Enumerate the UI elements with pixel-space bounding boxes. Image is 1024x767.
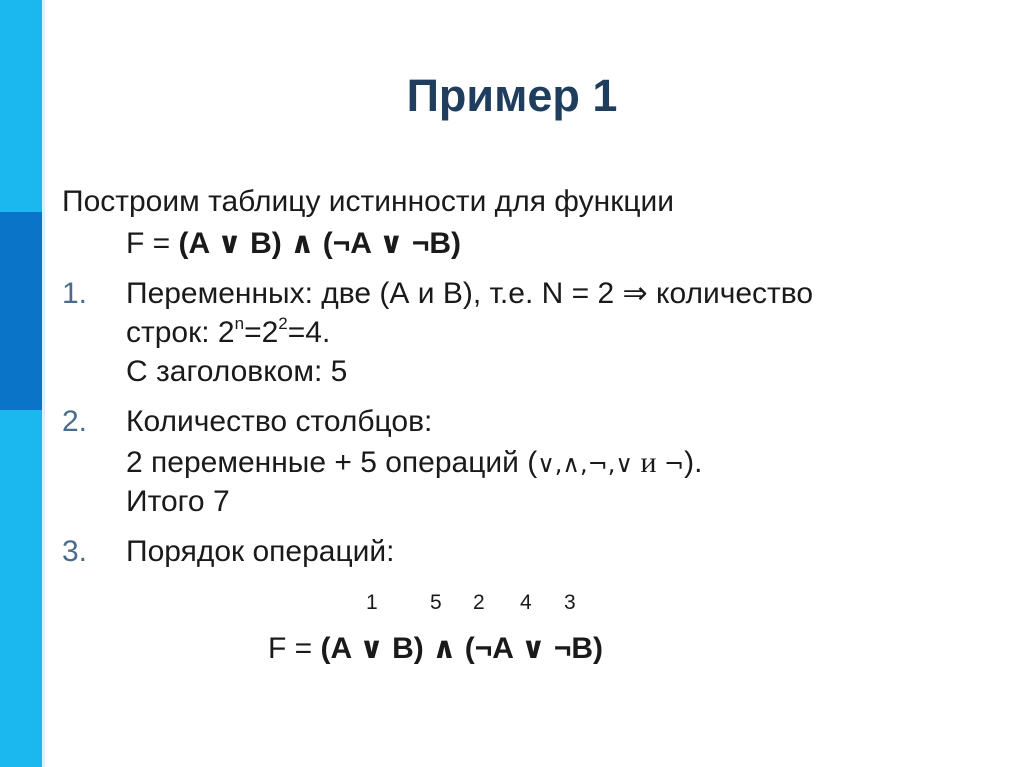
item-1-exponent-2: 2 <box>278 314 288 333</box>
item-2-close: ). <box>684 446 703 479</box>
item-2-operations: ∨,∧,¬,∨ <box>537 450 633 478</box>
order-number: 2 <box>473 591 485 614</box>
intro-formula <box>126 225 461 263</box>
intro-text: Построим таблицу истинности для функции <box>62 185 675 218</box>
slide-title: Пример 1 <box>406 70 618 121</box>
item-3-line-1: Порядок операций: <box>126 535 395 568</box>
item-1-rows-base: =2 <box>244 316 279 349</box>
item-1-rows-result: =4. <box>287 316 331 349</box>
list-number-1: 1. <box>62 277 88 310</box>
item-1-text-b: количество <box>647 277 814 310</box>
list-number-3: 3. <box>62 535 88 568</box>
final-formula-body: (A ∨ B) ∧ (¬A ∨ ¬B) <box>320 632 604 665</box>
side-stripe-middle <box>0 212 42 410</box>
item-2-line-2 <box>126 444 702 483</box>
item-1-line-2 <box>126 314 330 352</box>
order-number: 3 <box>564 591 576 614</box>
item-1-exponent-n: n <box>234 314 245 333</box>
intro-formula-body: (A ∨ B) ∧ (¬A ∨ ¬B) <box>178 227 462 260</box>
item-2-negation: ¬ <box>664 450 685 478</box>
item-1-line-1 <box>126 275 813 313</box>
order-number: 4 <box>520 591 532 614</box>
item-1-text-a: Переменных: две (А и В), т.е. N = 2 <box>126 277 623 310</box>
list-number-2: 2. <box>62 405 88 438</box>
item-2-and-word: и <box>632 446 664 479</box>
implies-arrow-icon: ⇒ <box>622 277 648 310</box>
order-number: 5 <box>430 591 442 614</box>
final-formula-prefix: F = <box>268 632 321 665</box>
item-1-line-3: С заголовком: 5 <box>126 355 348 388</box>
item-2-line-3: Итого 7 <box>126 485 230 518</box>
order-number: 1 <box>366 591 378 614</box>
item-2-line-1: Количество столбцов: <box>126 405 433 438</box>
intro-formula-prefix: F = <box>126 227 179 260</box>
side-stripe-bottom <box>0 410 42 767</box>
item-1-rows-text: строк: 2 <box>126 316 235 349</box>
final-formula <box>268 630 603 668</box>
item-2-text: 2 переменные + 5 операций ( <box>126 446 538 479</box>
